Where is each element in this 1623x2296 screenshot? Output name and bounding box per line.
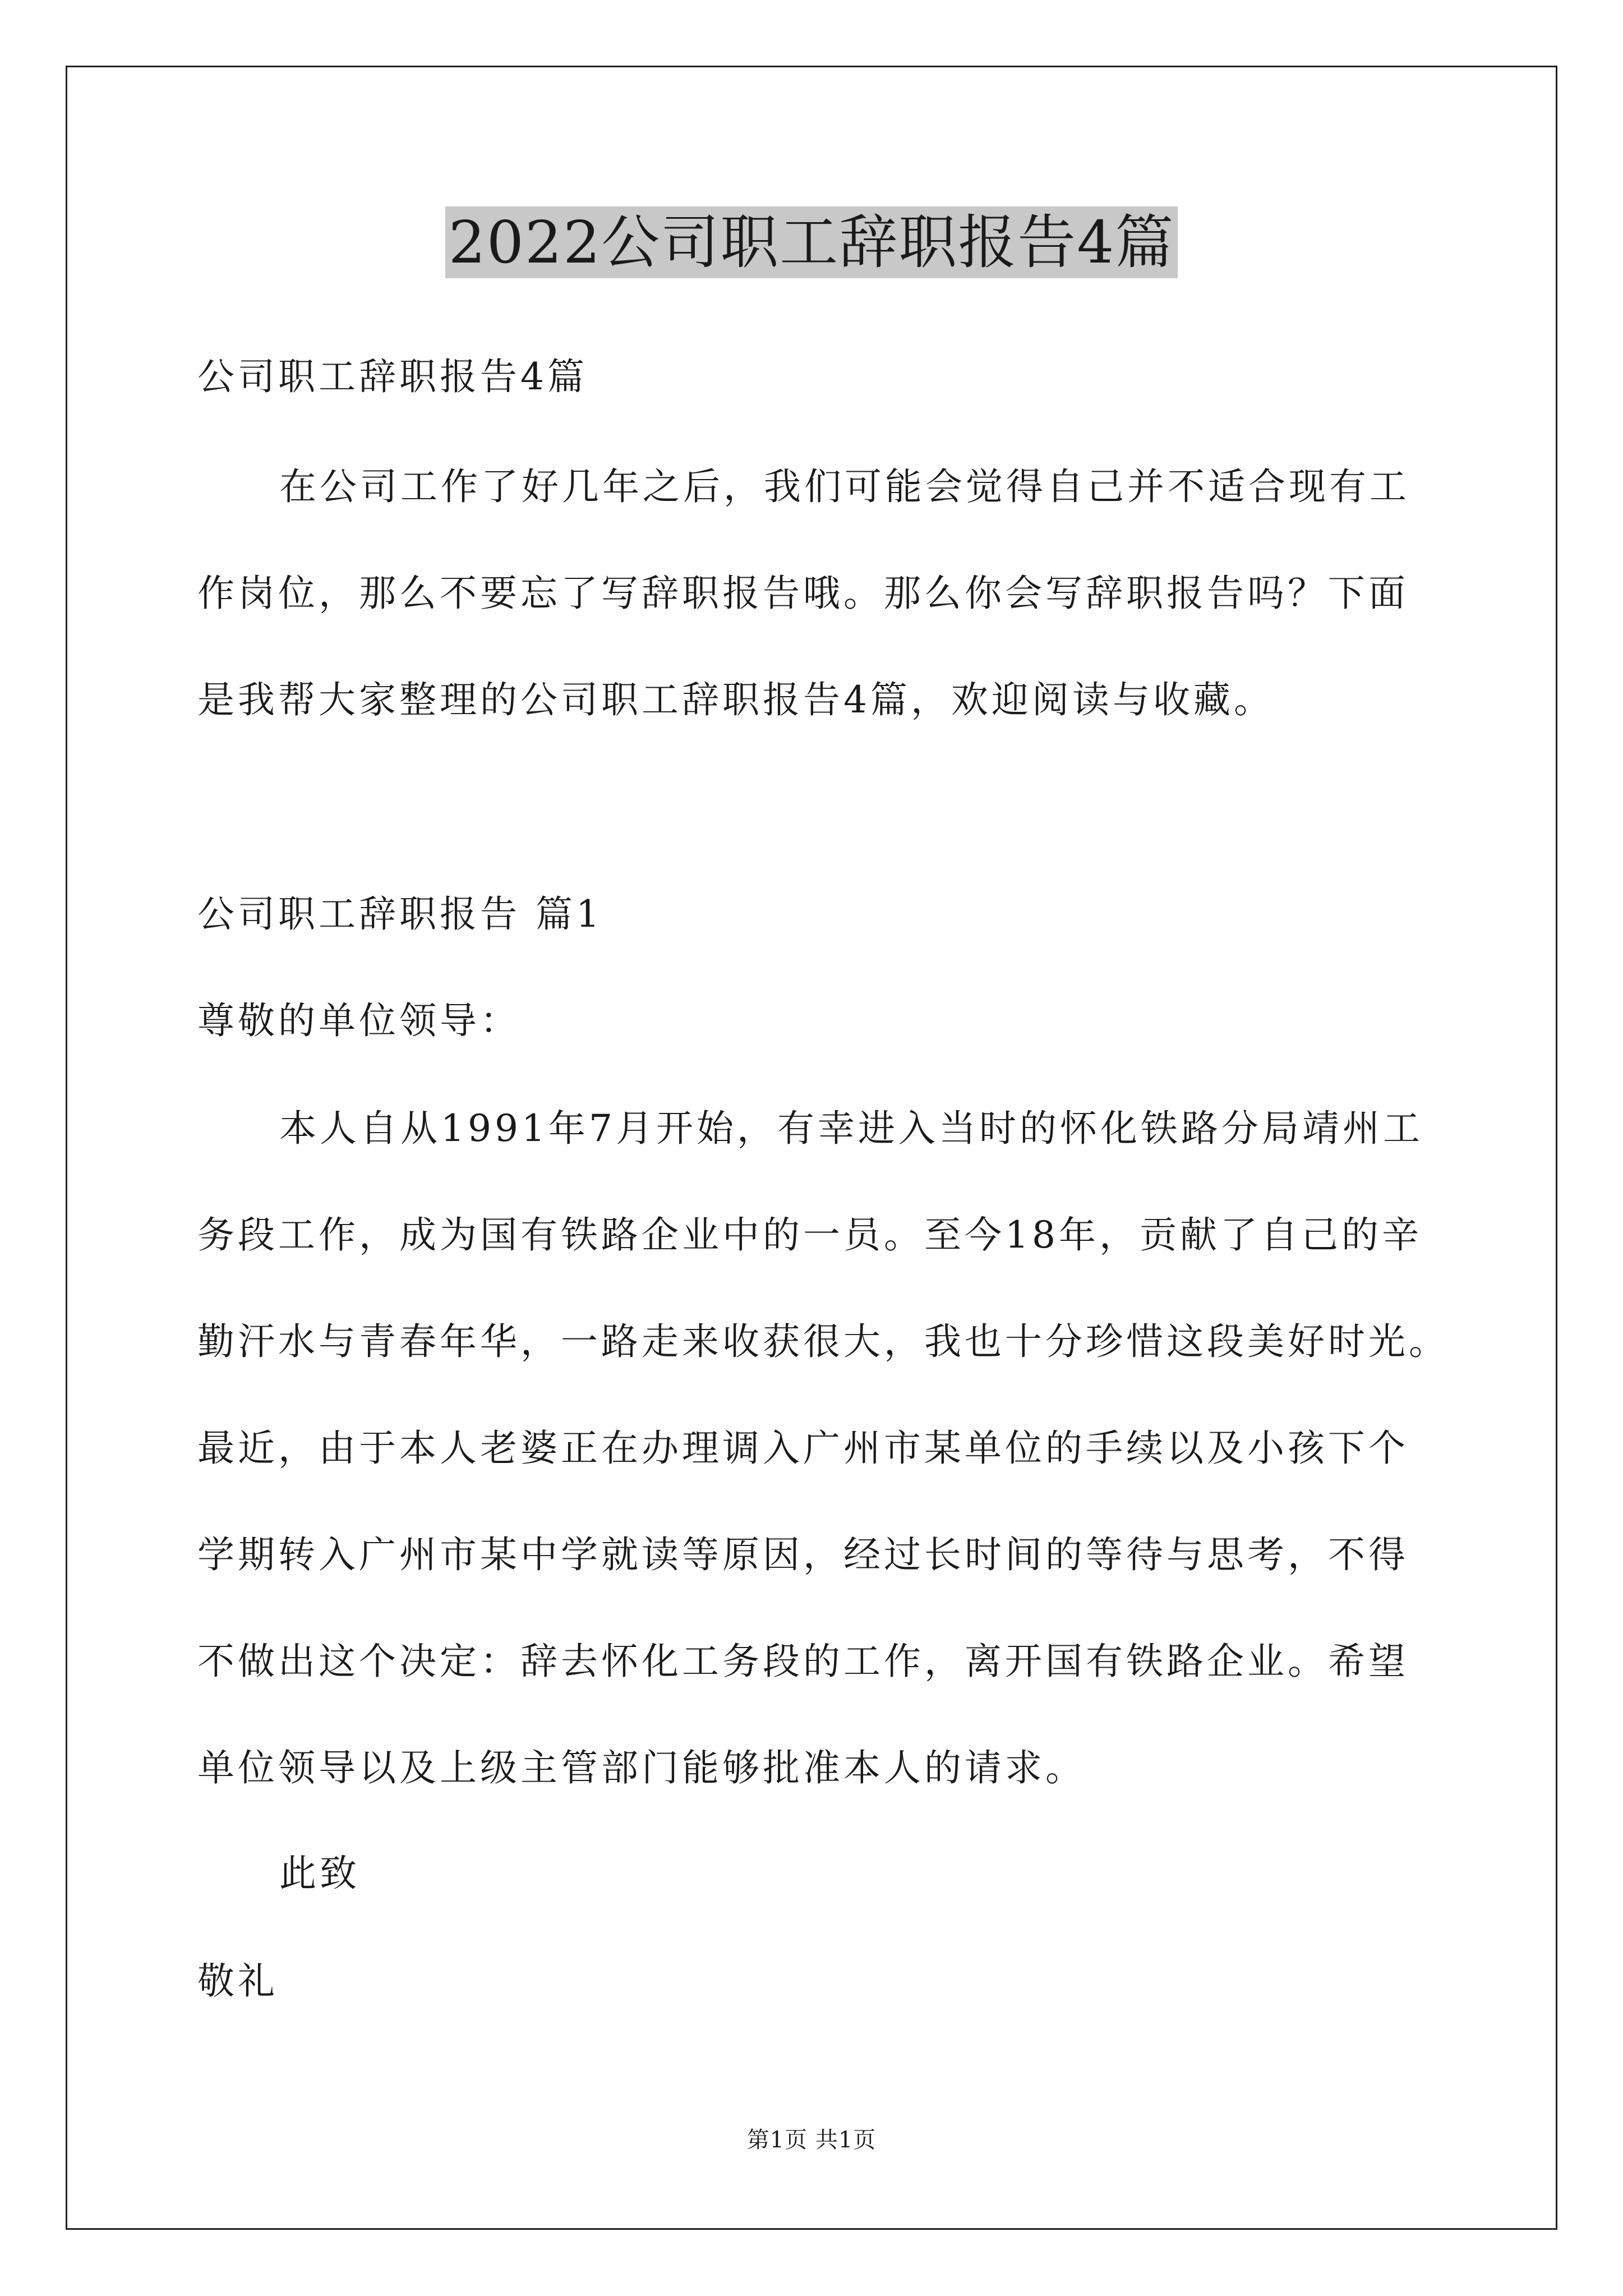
- intro-line: 在公司工作了好几年之后，我们可能会觉得自己并不适合现有工: [279, 465, 1410, 508]
- salutation: 尊敬的单位领导：: [197, 999, 520, 1042]
- body-line: 不做出这个决定：辞去怀化工务段的工作，离开国有铁路企业。希望: [197, 1640, 1409, 1683]
- document-title: 2022公司职工辞职报告4篇: [445, 206, 1178, 278]
- body-line: 勤汗水与青春年华，一路走来收获很大，我也十分珍惜这段美好时光。: [197, 1320, 1449, 1363]
- intro-line: 是我帮大家整理的公司职工辞职报告4篇，欢迎阅读与收藏。: [197, 678, 1274, 721]
- body-line: 学期转入广州市某中学就读等原因，经过长时间的等待与思考，不得: [197, 1533, 1409, 1576]
- closing-line: 此致: [279, 1852, 360, 1895]
- body-line: 务段工作，成为国有铁路企业中的一员。至今18年，贡献了自己的辛: [197, 1213, 1422, 1257]
- document-subtitle: 公司职工辞职报告4篇: [197, 355, 588, 398]
- body-line: 本人自从1991年7月开始，有幸进入当时的怀化铁路分局靖州工: [279, 1107, 1423, 1150]
- section-heading: 公司职工辞职报告 篇1: [197, 892, 603, 936]
- page-footer: 第1页 共1页: [746, 2127, 877, 2153]
- body-line: 最近，由于本人老婆正在办理调入广州市某单位的手续以及小孩下个: [197, 1427, 1409, 1470]
- body-line: 单位领导以及上级主管部门能够批准本人的请求。: [197, 1746, 1086, 1789]
- intro-line: 作岗位，那么不要忘了写辞职报告哦。那么你会写辞职报告吗？下面: [197, 572, 1409, 615]
- title-container: [0, 206, 1623, 278]
- closing-line: 敬礼: [197, 1959, 278, 2003]
